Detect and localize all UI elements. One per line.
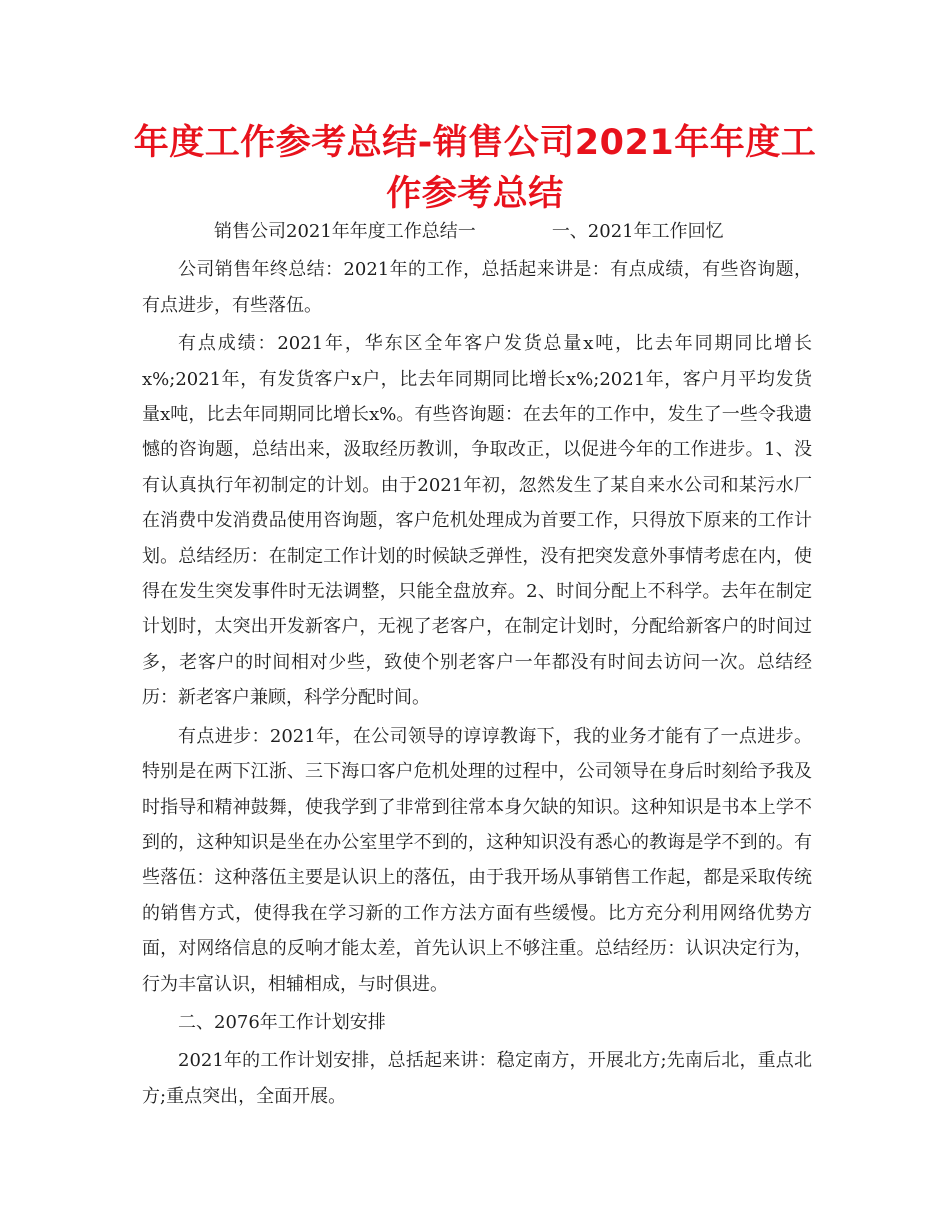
- section-heading-1: 一、2021年工作回忆: [551, 221, 724, 242]
- document-title: 年度工作参考总结-销售公司2021年年度工作参考总结: [133, 123, 817, 214]
- section-heading-2: 二、2076年工作计划安排: [178, 1011, 386, 1033]
- intro-heading: 销售公司2021年年度工作总结一: [214, 221, 476, 242]
- paragraph-plan: 2021年的工作计划安排，总括起来讲：稳定南方，开展北方;先南后北，重点北方;重点突出，全面开展。: [142, 1050, 812, 1107]
- paragraph-summary: 公司销售年终总结：2021年的工作，总括起来讲是：有点成绩，有些咨询题，有点进步，有些落伍。: [142, 259, 812, 316]
- document-body: [142, 214, 812, 1114]
- paragraph-achievements: 有点成绩：2021年，华东区全年客户发货总量x吨，比去年同期同比增长x%;2021年，有发货客户x户，比去年同期同比增长x%;2021年，客户月平均发货量x吨，比去年同期同比增长x%。有些咨询题：在去年的工作中，发生了一些令我遗憾的咨询题，总结出来，汲取经历教训，争取改正，以促进今年的工作进步。1、没有认真执行年初制定的计划。由于2021年初，忽然发生了某自来水公司和某污水厂在消费中发消费品使用咨询题，客户危机处理成为首要工作，只得放下原来的工作计划。总结经历：在制定工作计划的时候缺乏弹性，没有把突发意外事情考虑在内，使得在发生突发事件时无法调整，只能全盘放弃。2、时间分配上不科学。去年在制定计划时，太突出开发新客户，无视了老客户，在制定计划时，分配给新客户的时间过多，老客户的时间相对少些，致使个别老客户一年都没有时间去访问一次。总结经历：新老客户兼顾，科学分配时间。: [142, 333, 812, 709]
- intro-line: [142, 214, 812, 249]
- paragraph-progress: 有点进步：2021年，在公司领导的谆谆教诲下，我的业务才能有了一点进步。特别是在两下江浙、三下海口客户危机处理的过程中，公司领导在身后时刻给予我及时指导和精神鼓舞，使我学到了非常到往常本身欠缺的知识。这种知识是书本上学不到的，这种知识是坐在办公室里学不到的，这种知识没有悉心的教诲是学不到的。有些落伍：这种落伍主要是认识上的落伍，由于我开场从事销售工作起，都是采取传统的销售方式，使得我在学习新的工作方法方面有些缓慢。比方充分利用网络优势方面，对网络信息的反响才能太差，首先认识上不够注重。总结经历：认识决定行为，行为丰富认识，相辅相成，与时俱进。: [142, 725, 812, 995]
